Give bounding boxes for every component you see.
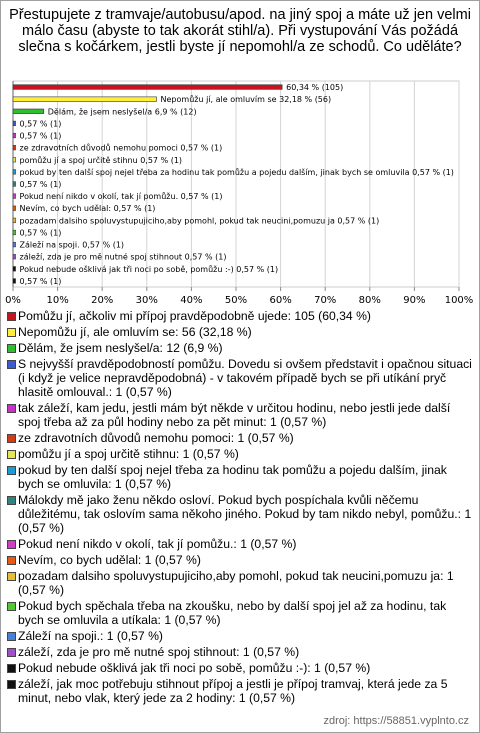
legend-label: Dělám, že jsem neslyšel/a: 12 (6,9 %) [18, 341, 223, 355]
bar [13, 218, 16, 223]
bar-label: 0,57 % (1) [19, 180, 62, 189]
legend [7, 309, 475, 707]
legend-label: S nejvyšší pravděpodobností pomůžu. Dovedu si ovšem představit i opačnou situaci (i když je velice nepravděpodobná) - v takovém případě bych se při utíkání pryč hlasitě omlouval.: 1 (0,57 %) [18, 357, 472, 399]
bar-label: 0,57 % (1) [19, 119, 62, 129]
legend-item [7, 431, 475, 445]
bar [13, 133, 16, 138]
legend-swatch [7, 328, 16, 337]
bar-label: pozadam dalsiho spoluvystupujiciho,aby pomohl, pokud tak neucini,pomuzu ja 0,57 % (1) [19, 216, 380, 226]
x-tick-label: 30% [135, 295, 158, 306]
legend-label: Pokud nebude ošklivá jak tři noci po sobě, pomůžu :-): 1 (0,57 %) [18, 661, 371, 675]
legend-swatch [7, 466, 16, 475]
legend-item [7, 677, 475, 705]
bar [13, 254, 16, 259]
bar-label: 0,57 % (1) [19, 228, 62, 238]
bar-label: Pokud není nikdo v okolí, tak jí pomůžu. 0,57 % (1) [19, 192, 223, 202]
source-note: zdroj: https://58851.vyplnto.cz [323, 715, 469, 727]
bar [13, 267, 16, 272]
legend-swatch [7, 434, 16, 443]
legend-item [7, 309, 475, 323]
legend-item [7, 553, 475, 567]
legend-swatch [7, 664, 16, 673]
legend-label: záleží, zda je pro mě nutné spoj stihnout: 1 (0,57 %) [18, 645, 300, 659]
legend-label: Pomůžu jí, ačkoliv mi přípoj pravděpodobně ujede: 105 (60,34 %) [18, 309, 371, 323]
x-tick-label: 50% [224, 295, 248, 306]
legend-label: Nepomůžu jí, ale omluvím se: 56 (32,18 %) [18, 325, 252, 339]
legend-item [7, 629, 475, 643]
legend-item [7, 661, 475, 675]
bar [13, 279, 16, 284]
legend-label: Pokud není nikdo v okolí, tak jí pomůžu.: 1 (0,57 %) [18, 537, 297, 551]
bar [13, 206, 16, 211]
bar-label: pomůžu jí a spoj určitě stihnu 0,57 % (1) [19, 155, 183, 165]
bar-label: Nevím, co bych udělal: 0,57 % (1) [19, 204, 156, 214]
legend-label: záleží, jak moc potřebuju stihnout přípoj a jestli je přípoj tramvaj, která jede za 5 minut, nebo vlak, který jede za 2 hodiny: 1 (0,57 %) [18, 677, 448, 705]
legend-item [7, 493, 475, 535]
legend-swatch [7, 360, 16, 369]
chart-title: Přestupujete z tramvaje/autobusu/apod. na jiný spoj a máte už jen velmi málo času (abyste to tak akorát stihl/a). Při vystupování Vás požádá slečna s kočárkem, jestli byste jí nepomohl/a ze schodů. Co uděláte? [9, 7, 471, 55]
legend-item [7, 341, 475, 355]
bar-label: 0,57 % (1) [19, 131, 62, 141]
bar [13, 145, 16, 150]
legend-swatch [7, 556, 16, 565]
x-tick-label: 100% [444, 295, 474, 306]
legend-label: Málokdy mě jako ženu někdo osloví. Pokud bych pospíchala kvůli něčemu důležitému, tak oslovím sama někoho jiného. Pokud by tam nikdo nebyl, pomůžu.: 1 (0,57 %) [18, 493, 472, 535]
legend-swatch [7, 632, 16, 641]
legend-label: Záleží na spoji.: 1 (0,57 %) [18, 629, 163, 643]
bar-label: 60,34 % (105) [286, 83, 344, 93]
legend-item [7, 357, 475, 399]
legend-item [7, 537, 475, 551]
legend-swatch [7, 648, 16, 657]
x-tick-label: 60% [269, 295, 292, 306]
bar-label: Nepomůžu jí, ale omluvím se 32,18 % (56) [160, 95, 332, 105]
legend-swatch [7, 680, 16, 689]
x-tick-label: 0% [5, 295, 21, 306]
legend-item [7, 569, 475, 597]
bar-label: 0,57 % (1) [19, 276, 62, 286]
legend-swatch [7, 312, 16, 321]
bar-chart [1, 1, 479, 307]
legend-swatch [7, 496, 16, 505]
legend-label: Pokud bych spěchala třeba na zkoušku, nebo by další spoj jel až za hodinu, tak bych se omluvila a utíkala: 1 (0,57 %) [18, 599, 447, 627]
x-tick-label: 80% [358, 295, 381, 306]
legend-item [7, 645, 475, 659]
bar [13, 157, 16, 162]
bar-label: ze zdravotních důvodů nemohu pomoci 0,57 % (1) [19, 143, 223, 153]
legend-swatch [7, 540, 16, 549]
bar-label: Dělám, že jsem neslyšel/a 6,9 % (12) [47, 107, 197, 117]
x-tick-label: 10% [46, 295, 69, 306]
legend-swatch [7, 344, 16, 353]
legend-swatch [7, 450, 16, 459]
x-tick-label: 70% [314, 295, 337, 306]
bar-label: záleží, zda je pro mě nutné spoj stihnout 0,57 % (1) [19, 252, 227, 262]
bar [13, 170, 16, 175]
bar [13, 182, 16, 187]
x-tick-label: 20% [91, 295, 114, 306]
legend-label: pokud by ten další spoj nejel třeba za hodinu tak pomůžu a pojedu dalším, jinak bych se omluvila: 1 (0,57 %) [18, 463, 447, 491]
legend-label: Nevím, co bych udělal: 1 (0,57 %) [18, 553, 201, 567]
bar-label: pokud by ten další spoj nejel třeba za hodinu tak pomůžu a pojedu dalším, jinak bych se omluvila 0,57 % (1) [19, 167, 454, 177]
bar-label: Záleží na spoji. 0,57 % (1) [19, 240, 125, 250]
bar [13, 242, 16, 247]
bar [13, 194, 16, 199]
legend-label: pomůžu jí a spoj určitě stihnu: 1 (0,57 %) [18, 447, 239, 461]
legend-label: ze zdravotních důvodů nemohu pomoci: 1 (0,57 %) [18, 431, 294, 445]
legend-item [7, 325, 475, 339]
legend-item [7, 463, 475, 491]
legend-label: pozadam dalsiho spoluvystupujiciho,aby pomohl, pokud tak neucini,pomuzu ja: 1 (0,57 %) [18, 569, 454, 597]
legend-swatch [7, 404, 16, 413]
bar [13, 121, 16, 126]
bar [13, 97, 157, 102]
x-tick-label: 90% [403, 295, 426, 306]
legend-item [7, 447, 475, 461]
legend-swatch [7, 602, 16, 611]
legend-item [7, 401, 475, 429]
bar-label: Pokud nebude ošklivá jak tři noci po sobě, pomůžu :-) 0,57 % (1) [19, 264, 279, 274]
x-tick-label: 40% [180, 295, 203, 306]
legend-swatch [7, 572, 16, 581]
legend-item [7, 599, 475, 627]
bar [13, 109, 44, 114]
bar [13, 85, 282, 90]
legend-label: tak záleží, kam jedu, jestli mám být někde v určitou hodinu, nebo jestli jede další spoj třeba až za půl hodiny nebo za pět minut: 1 (0,57 %) [18, 401, 451, 429]
bar [13, 230, 16, 235]
